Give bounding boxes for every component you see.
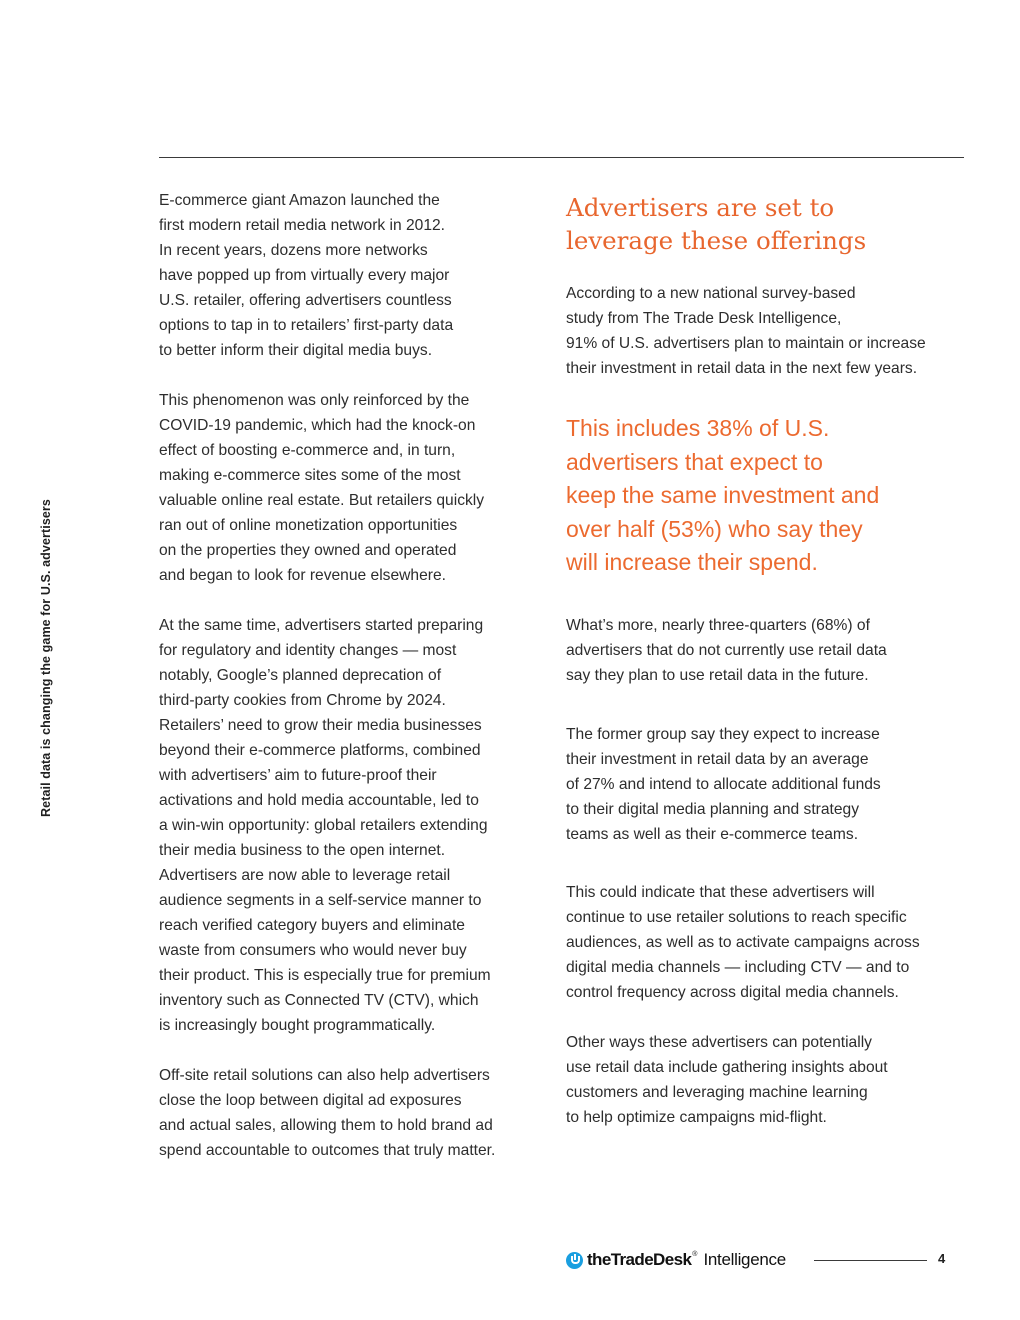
paragraph-ecommerce: E-commerce giant Amazon launched the first modern retail media network in 2012. In recent years, dozens more networks have popped up from virtually every major U.S. retailer, offering advertisers countless options to tap in to retailers’ first-party data to better inform their digital media buys. xyxy=(159,192,454,359)
paragraph-offsite: Off-site retail solutions can also help advertisers close the loop between digital ad exposures and actual sales, allowing them to hold brand ad spend accountable to outcomes that truly matter. xyxy=(159,1067,496,1159)
left-column xyxy=(159,188,554,1163)
logo-trademark: ® xyxy=(692,1251,698,1258)
paragraph-other-ways: Other ways these advertisers can potentially use retail data include gathering insights about customers and leveraging machine learning to help optimize campaigns mid-flight. xyxy=(566,1033,888,1126)
pull-quote: This includes 38% of U.S. advertisers that expect to keep the same investment and over half (53%) who say they will increase their spend. xyxy=(566,415,880,575)
trade-desk-logo-icon xyxy=(566,1252,583,1269)
side-title-text: Retail data is changing the game for U.S. advertisers xyxy=(39,499,53,817)
footer-logo xyxy=(566,1248,786,1272)
paragraph-three-quarters: What’s more, nearly three-quarters (68%) of advertisers that do not currently use retail data say they plan to use retail data in the future. xyxy=(566,616,887,684)
paragraph-former-group: The former group say they expect to increase their investment in retail data by an average of 27% and intend to allocate additional funds to their digital media planning and strategy teams as well as their e-commerce teams. xyxy=(566,725,881,843)
paragraph-covid: This phenomenon was only reinforced by the COVID-19 pandemic, which had the knock-on effect of boosting e-commerce and, in turn, making e-commerce sites some of the most valuable online real estate. But retailers quickly ran out of online monetization opportunities on the properties they owned and operated and began to look for revenue elsewhere. xyxy=(159,392,485,584)
right-column xyxy=(566,188,966,1130)
footer-divider xyxy=(814,1260,927,1261)
paragraph-indication: This could indicate that these advertisers will continue to use retailer solutions to reach specific audiences, as well as to activate campaigns across digital media channels — including CTV — and to control frequency across digital media channels. xyxy=(566,883,920,1001)
logo-wordmark: theTradeDesk xyxy=(587,1250,692,1269)
top-divider xyxy=(159,157,964,158)
page-number: 4 xyxy=(938,1251,946,1266)
paragraph-regulatory: At the same time, advertisers started preparing for regulatory and identity changes — most notably, Google’s planned deprecation of third-party cookies from Chrome by 2024. Retailers’ need to grow their media businesses beyond their e-commerce platforms, combined with advertisers’ aim to future-proof their activations and hold media accountable, led to a win-win opportunity: global retailers extending their media business to the open internet. Advertisers are now able to leverage retail audience segments in a self-service manner to reach verified category buyers and eliminate waste from consumers who would never buy their product. This is especially true for premium inventory such as Connected TV (CTV), which is increasingly bought programmatically. xyxy=(159,617,491,1034)
paragraph-intro: According to a new national survey-based study from The Trade Desk Intelligence, 91% of U.S. advertisers plan to maintain or increase their investment in retail data in the next few years. xyxy=(566,285,926,377)
logo-suffix: Intelligence xyxy=(703,1250,786,1269)
section-heading: Advertisers are set to leverage these offerings xyxy=(566,193,867,255)
